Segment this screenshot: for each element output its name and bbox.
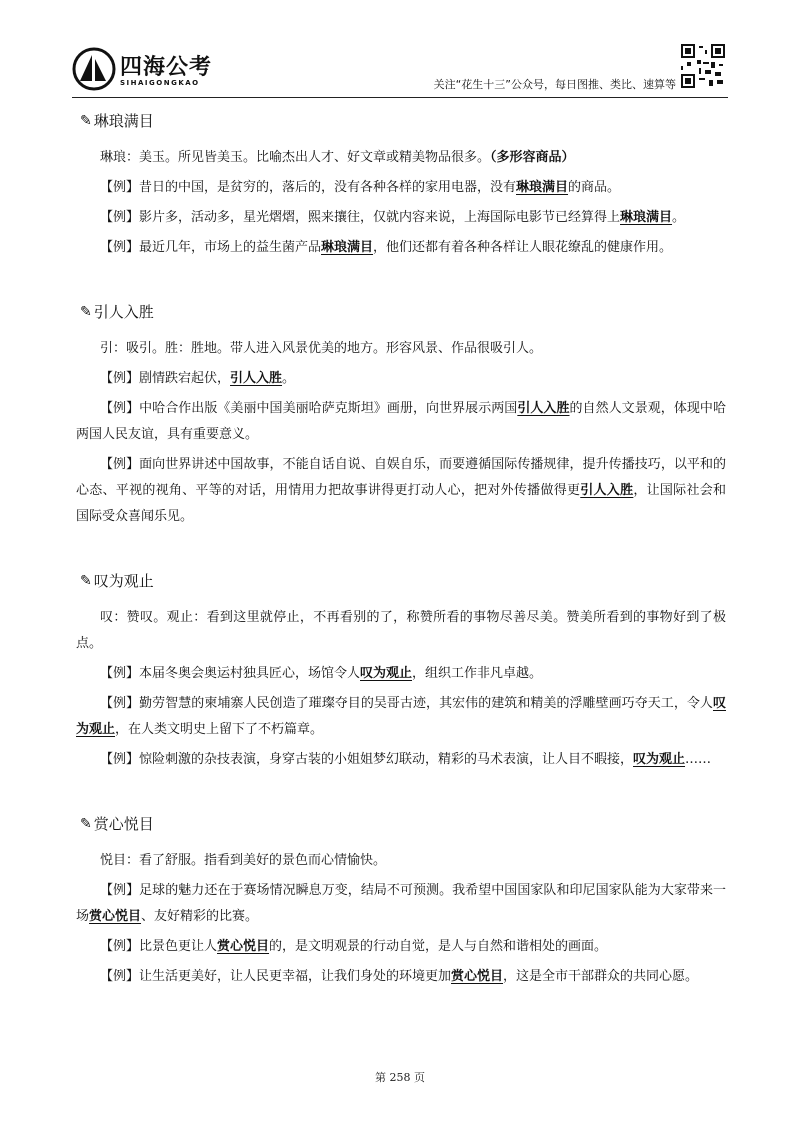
- example: 【例】勤劳智慧的柬埔寨人民创造了璀璨夺目的吴哥古迹，其宏伟的建筑和精美的浮雕壁画巧夺天工，令人叹为观止，在人类文明史上留下了不朽篇章。: [76, 696, 726, 737]
- example: 【例】影片多，活动多，星光熠熠，熙来攘往，仅就内容来说，上海国际电影节已经算得上琳琅满目。: [100, 210, 686, 225]
- pencil-icon: ✎: [80, 815, 92, 832]
- example: 【例】让生活更美好，让人民更幸福，让我们身处的环境更加赏心悦目，这是全市干部群众的共同心愿。: [100, 969, 699, 984]
- section-title-text: 叹为观止: [93, 572, 154, 590]
- page-content: [76, 104, 726, 994]
- example: 【例】本届冬奥会奥运村独具匠心，场馆令人叹为观止，组织工作非凡卓越。: [100, 666, 543, 681]
- definition: 引：吸引。胜：胜地。带人进入风景优美的地方。形容风景、作品很吸引人。: [100, 341, 543, 356]
- section-title: [80, 110, 726, 131]
- example: 【例】面向世界讲述中国故事，不能自话自说、自娱自乐，而要遵循国际传播规律，提升传播技巧，以平和的心态、平视的视角、平等的对话，用情用力把故事讲得更打动人心，把对外传播做得更引人入胜，让国际社会和国际受众喜闻乐见。: [76, 457, 726, 524]
- pencil-icon: ✎: [80, 303, 92, 320]
- example: 【例】剧情跌宕起伏，引人入胜。: [100, 371, 296, 386]
- section-title: [80, 570, 726, 591]
- definition: 琳琅：美玉。所见皆美玉。比喻杰出人才、好文章或精美物品很多。（多形容商品）: [100, 150, 575, 165]
- page-number: 第 258 页: [375, 1071, 425, 1084]
- example: 【例】惊险刺激的杂技表演，身穿古装的小姐姐梦幻联动，精彩的马术表演，让人目不暇接，叹为观止……: [100, 752, 712, 767]
- example: 【例】比景色更让人赏心悦目的，是文明观景的行动自觉，是人与自然和谐相处的画面。: [100, 939, 608, 954]
- section-title-text: 引人入胜: [93, 303, 154, 321]
- idiom-section: [76, 813, 726, 990]
- qr-code-icon: [681, 44, 725, 88]
- section-title: [80, 813, 726, 834]
- idiom-section: [76, 301, 726, 530]
- section-title-text: 琳琅满目: [93, 112, 154, 130]
- header-divider: [72, 97, 728, 98]
- section-title: [80, 301, 726, 322]
- example: 【例】昔日的中国，是贫穷的，落后的，没有各种各样的家用电器，没有琳琅满目的商品。: [100, 180, 621, 195]
- idiom-section: [76, 110, 726, 261]
- logo-text: 四海公考: [120, 55, 213, 80]
- example: 【例】中哈合作出版《美丽中国美丽哈萨克斯坦》画册，向世界展示两国引人入胜的自然人文景观，体现中哈两国人民友谊，具有重要意义。: [76, 401, 726, 442]
- section-title-text: 赏心悦目: [93, 815, 154, 833]
- example: 【例】最近几年，市场上的益生菌产品琳琅满目，他们还都有着各种各样让人眼花缭乱的健康作用。: [100, 240, 673, 255]
- idiom-section: [76, 570, 726, 773]
- definition: 叹：赞叹。观止：看到这里就停止，不再看别的了，称赞所看的事物尽善尽美。赞美所看到的事物好到了极点。: [76, 610, 726, 651]
- pencil-icon: ✎: [80, 112, 92, 129]
- definition: 悦目：看了舒服。指看到美好的景色而心情愉快。: [100, 853, 387, 868]
- page-header: [0, 0, 800, 100]
- sailboat-logo-icon: [72, 47, 116, 91]
- pencil-icon: ✎: [80, 572, 92, 589]
- header-slogan: 关注“花生十三”公众号，每日图推、类比、速算等: [433, 78, 676, 91]
- logo-subtext: SIHAIGONGKAO: [120, 79, 200, 87]
- example: 【例】足球的魅力还在于赛场情况瞬息万变，结局不可预测。我希望中国国家队和印尼国家队能为大家带来一场赏心悦目、友好精彩的比赛。: [76, 883, 726, 924]
